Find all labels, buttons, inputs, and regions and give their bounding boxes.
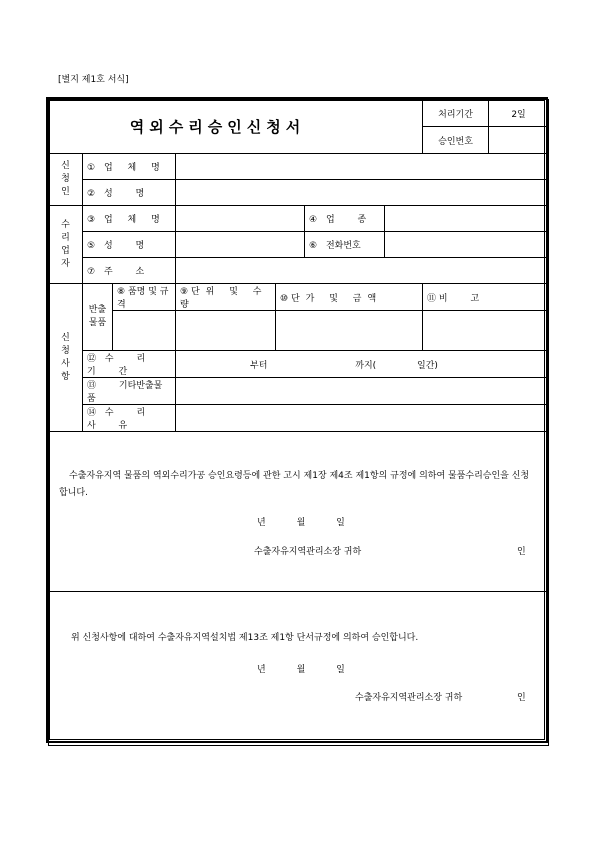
application-seal: 인 [517,547,526,557]
repair-period-field[interactable]: 부터 까지( 일간) [176,351,549,378]
other-goods-label: ⑬ 기타반출물품 [83,378,176,405]
applicant-name-field[interactable] [176,180,549,206]
repairer-address-label: ⑦ 주 소 [83,258,176,284]
applicant-company-label: ① 업 체 명 [83,154,176,180]
processing-period-label: 처리기간 [423,100,489,127]
item-spec-field[interactable] [113,311,176,351]
other-goods-field[interactable] [176,378,549,405]
repairer-phone-label: ⑥ 전화번호 [305,232,385,258]
repairer-address-field[interactable] [176,258,549,284]
repairer-business-field[interactable] [385,206,549,232]
application-statement-block [49,432,549,592]
form-title: 역외수리승인신청서 [49,100,423,154]
form-table [48,99,549,746]
remarks-field[interactable] [423,311,549,351]
price-amount-field[interactable] [276,311,423,351]
approval-signer: 수출자유지역관리소장 귀하 [355,693,463,703]
approval-seal: 인 [517,693,526,703]
repairer-business-label: ④ 업 종 [305,206,385,232]
repairer-name-field[interactable] [176,232,305,258]
applicant-company-field[interactable] [176,154,549,180]
approval-date: 년 월 일 [257,665,345,675]
col-remarks-header: ⑪ 비 고 [423,284,549,311]
approval-statement-text: 위 신청사항에 대하여 수출자유지역설치법 제13조 제1항 단서규정에 의하여 승인합니다. [71,633,419,643]
repairer-name-label: ⑤ 성 명 [83,232,176,258]
repair-reason-field[interactable] [176,405,549,432]
col-unit-qty-header: ⑨ 단위 및 수량 [176,284,276,311]
approval-number-label: 승인번호 [423,127,489,154]
application-date: 년 월 일 [257,518,345,528]
form-frame [46,97,548,743]
col-price-amount-header: ⑩ 단가 및 금액 [276,284,423,311]
repair-period-label: ⑫ 수 리 기 간 [83,351,176,378]
request-section-label: 신 청 사 항 [49,284,83,432]
repairer-section-label: 수 리 업 자 [49,206,83,284]
application-addressee: 수출자유지역관리소장 귀하 [254,547,362,557]
repairer-company-field[interactable] [176,206,305,232]
repairer-phone-field[interactable] [385,232,549,258]
processing-period-value: 2일 [489,100,549,127]
approval-number-field[interactable] [489,127,549,154]
export-goods-label: 반출 물품 [83,284,113,351]
repair-reason-label: ⑭ 수 리 사 유 [83,405,176,432]
col-item-spec-header: ⑧ 품명 및 규격 [113,284,176,311]
applicant-name-label: ② 성 명 [83,180,176,206]
repairer-company-label: ③ 업 체 명 [83,206,176,232]
unit-qty-field[interactable] [176,311,276,351]
applicant-section-label: 신 청 인 [49,154,83,206]
form-reference: [별지 제1호 서식] [58,75,129,85]
approval-statement-block [49,592,549,746]
application-statement-text: 수출자유지역 물품의 역외수리가공 승인요령등에 관한 고시 제1장 제4조 제1항의 규정에 의하여 물품수리승인을 신청합니다. [59,471,530,498]
